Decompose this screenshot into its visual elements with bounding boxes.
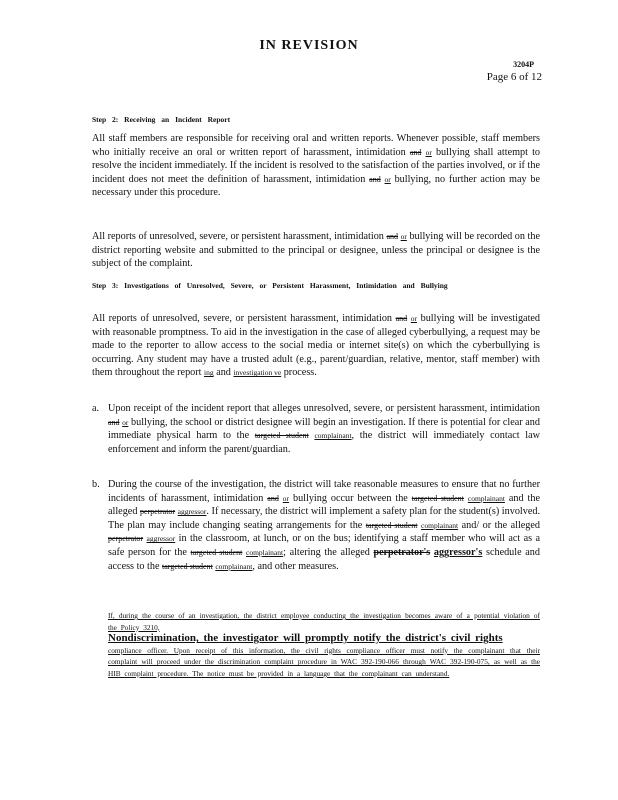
deleted-text: and <box>267 493 279 503</box>
deleted-text: targeted student <box>254 431 309 441</box>
deleted-text: targeted student <box>411 493 464 503</box>
deleted-text: and <box>409 147 422 157</box>
deleted-text: and <box>108 417 120 427</box>
step2-paragraph-1: All staff members are responsible for receiving oral and written reports. Whenever possible, staff members who initially receive an oral or written report of harassment, intimidation and or bullying shall attempt to resolve the incident immediately. If the incident is resolved to the satisfaction of the parties involved, or if the incident does not meet the definition of harassment, intimidation and or bullying, no further action may be necessary under this procedure. <box>92 133 541 199</box>
list-item-a: a. Upon receipt of the incident report that alleges unresolved, severe, or persistent harassment, intimidation and or bullying, the school or district designee will begin an investigation. If there is potential for clear and immediate physical harm to the targeted student complainant, the district will immediately contact law enforcement and inform the parent/guardian. <box>92 403 540 455</box>
step3-paragraph-1: All reports of unresolved, severe, or persistent harassment, intimidation and or bullying will be investigated with reasonable promptness. To aid in the investigation in the case of alleged cyberbullying, a request may be made to the reporter to allow access to the social media or internet site(s) on which the cyberbullying is occurring. Any student may have a trusted adult (e.g., parent/guardian, relative, mentor, staff member) with them throughout the report ing and investigation ve process. <box>92 313 541 379</box>
deleted-text: targeted student <box>190 547 243 557</box>
inserted-text: or <box>122 417 129 427</box>
inserted-text: ing <box>204 368 214 378</box>
list-item-b: b. During the course of the investigation, the district will take reasonable measures to ensure that no further incidents of harassment, intimidation and or bullying occur between the targeted student complainant and the alleged perpetrator aggressor. If necessary, the district will implement a safety plan for the student(s) involved. The plan may include changing seating arrangements for the targeted student complainant and/ or the alleged perpetrator aggressor in the classroom, at lunch, or on the bus; identifying a staff member who will act as a safe person for the targeted student complainant; altering the alleged perpetrator's aggressor's schedule and access to the targeted student complainant, and other measures. <box>92 479 541 572</box>
inserted-text: or <box>384 174 391 184</box>
revision-title: IN REVISION <box>259 38 359 53</box>
inserted-paragraph: If, during the course of an investigation, the district employee conducting the investigation becomes aware of a potential violation of the Policy 3210, Nondiscrimination, the investigator will promptly notify the district's civil rights compliance officer. Upon receipt of this information, the civil rights compliance officer must notify the complainant that their complaint will proceed under the discrimination complaint procedure in WAC 392-190-066 through WAC 392-190-075, as well as the HIB complaint procedure. The notice must be provided in a language that the complainant can understand. <box>108 611 540 678</box>
step3-heading: Step 3: Investigations of Unresolved, Severe, or Persistent Harassment, Intimidation and Bullying <box>92 281 448 290</box>
inserted-text: complainant <box>421 520 459 530</box>
deleted-text: targeted student <box>365 520 418 530</box>
inserted-text: complainant <box>246 547 284 557</box>
deleted-text: targeted student <box>162 561 213 571</box>
inserted-text: aggressor <box>146 534 176 544</box>
list-label: b. <box>92 479 100 490</box>
inserted-text: complainant <box>467 493 505 503</box>
deleted-text: and <box>369 174 381 184</box>
inserted-text: or <box>400 232 407 241</box>
deleted-text: perpetrator <box>140 507 176 517</box>
inserted-text: or <box>410 314 418 323</box>
deleted-text: perpetrator's <box>373 546 431 558</box>
inserted-text: aggressor's <box>433 546 483 558</box>
policy-code: 3204P <box>513 60 534 69</box>
deleted-text: and <box>386 232 399 241</box>
list-label: a. <box>92 403 100 414</box>
nondiscrimination-line: Nondiscrimination, the investigator will promptly notify the district's civil rights <box>108 632 503 645</box>
inserted-text: aggressor <box>177 507 207 517</box>
deleted-text: and <box>395 314 408 323</box>
inserted-text: investigation ve <box>233 368 282 378</box>
page-number: Page 6 of 12 <box>486 71 542 83</box>
inserted-text: or <box>425 147 432 157</box>
step2-heading: Step 2: Receiving an Incident Report <box>92 115 231 124</box>
step2-paragraph-2: All reports of unresolved, severe, or persistent harassment, intimidation and or bullying will be recorded on the district reporting website and submitted to the principal or designee, unless the principal or designee is the subject of the complaint. <box>92 231 541 270</box>
deleted-text: perpetrator <box>108 534 144 544</box>
inserted-text: or <box>282 493 290 503</box>
inserted-text: complainant <box>215 561 253 571</box>
inserted-text: complainant <box>314 431 352 441</box>
